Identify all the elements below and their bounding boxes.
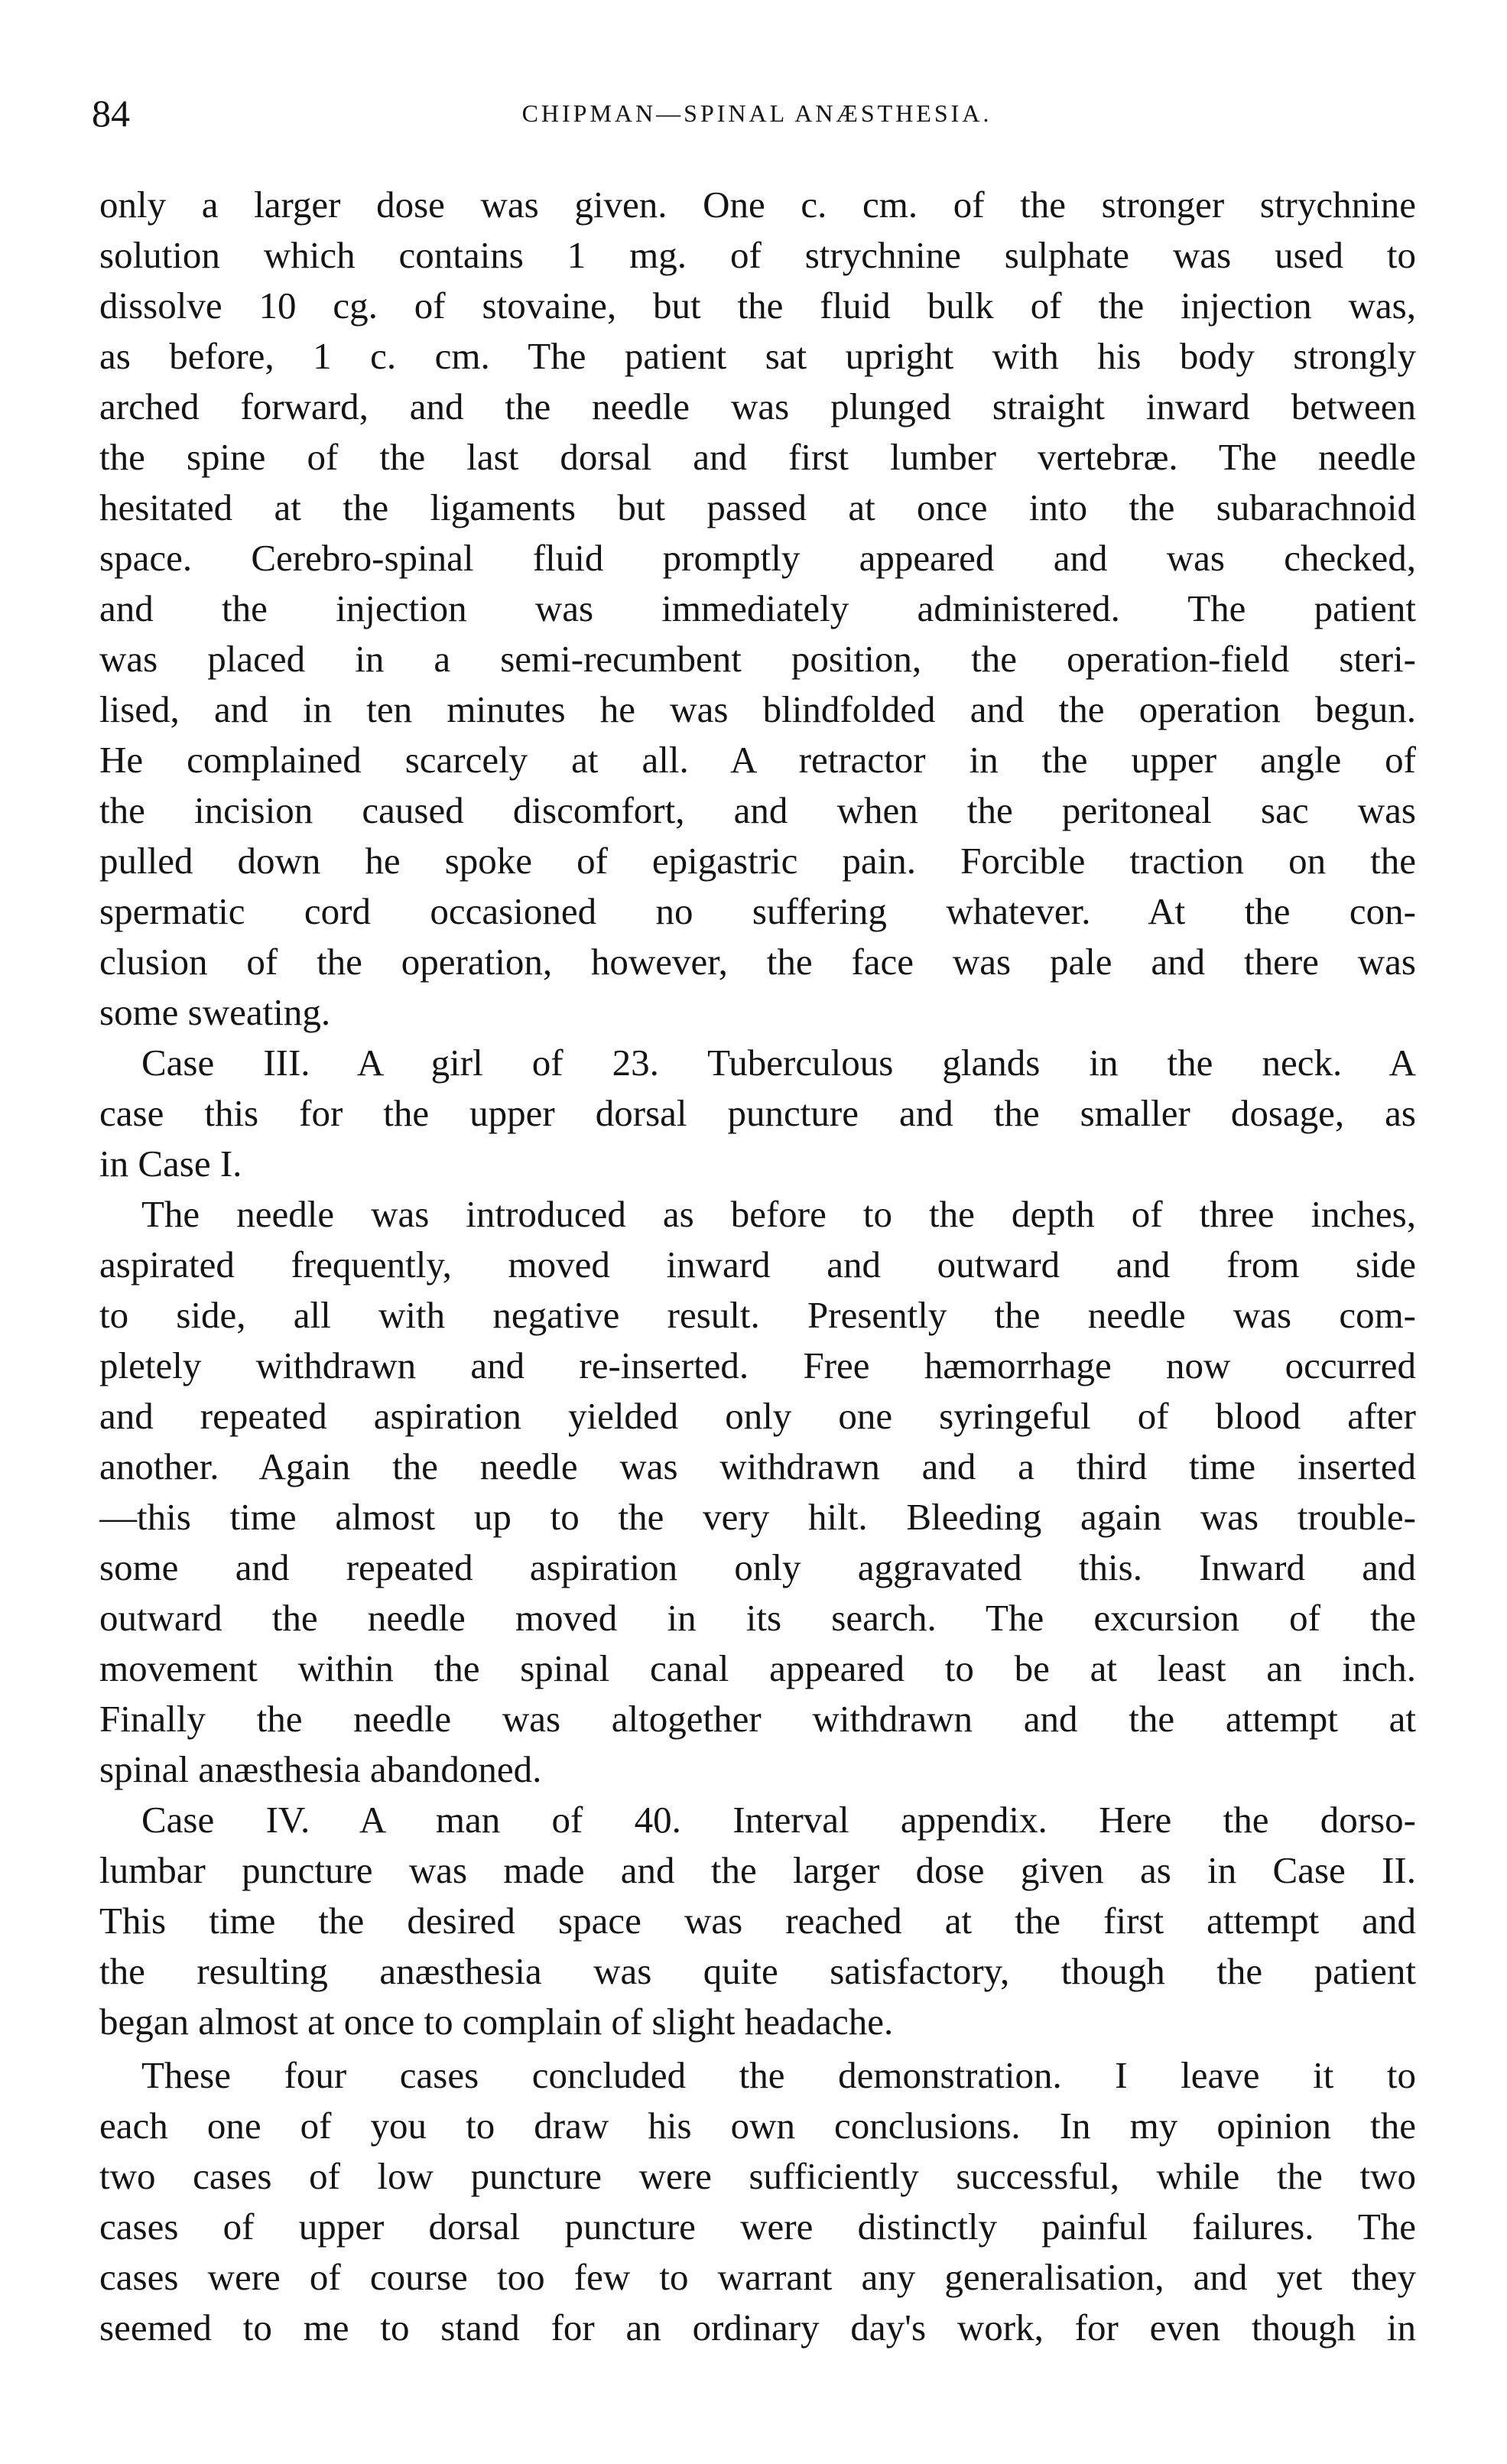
paragraph [99,1795,1416,2047]
text-line: aspirated frequently, moved inward and outward and from side [99,1243,1416,1286]
text-line: movement within the spinal canal appeared to be at least an inch. [99,1647,1416,1689]
text-line: Finally the needle was altogether withdrawn and the attempt at [99,1698,1416,1740]
text-line: each one of you to draw his own conclusions. In my opinion the [99,2105,1416,2147]
text-line: began almost at once to complain of slight headache. [99,2001,894,2043]
text-line: the resulting anæsthesia was quite satisfactory, though the patient [99,1950,1416,1992]
text-line: solution which contains 1 mg. of strychnine sulphate was used to [99,234,1416,276]
text-line: in Case I. [99,1143,242,1185]
text-line: lumbar puncture was made and the larger dose given as in Case II. [99,1849,1416,1891]
text-line: This time the desired space was reached at the first attempt and [99,1900,1416,1942]
text-line: lised, and in ten minutes he was blindfolded and the operation begun. [99,688,1416,730]
text-line: These four cases concluded the demonstration. I leave it to [141,2054,1416,2096]
text-line: to side, all with negative result. Presently the needle was com- [99,1294,1416,1336]
text-line: cases of upper dorsal puncture were distinctly painful failures. The [99,2206,1416,2248]
paragraph [99,2050,1416,2353]
text-line: arched forward, and the needle was plunged straight inward between [99,385,1416,427]
text-line: He complained scarcely at all. A retractor in the upper angle of [99,739,1416,781]
text-line: dissolve 10 cg. of stovaine, but the fluid bulk of the injection was, [99,284,1416,327]
text-line: the spine of the last dorsal and first lumber vertebræ. The needle [99,436,1416,478]
text-line: two cases of low puncture were sufficiently successful, while the two [99,2155,1416,2197]
text-line: spinal anæsthesia abandoned. [99,1748,542,1790]
text-line: as before, 1 c. cm. The patient sat upright with his body strongly [99,335,1416,377]
text-line: case this for the upper dorsal puncture and the smaller dosage, as [99,1092,1416,1134]
text-line: The needle was introduced as before to the depth of three inches, [141,1193,1416,1235]
text-line: another. Again the needle was withdrawn and a third time inserted [99,1445,1416,1487]
paragraph [99,1038,1416,1189]
text-line: some sweating. [99,991,331,1033]
body-text [99,180,1416,2353]
text-line: some and repeated aspiration only aggravated this. Inward and [99,1546,1416,1588]
text-line: space. Cerebro-spinal fluid promptly appeared and was checked, [99,537,1416,579]
paragraph [99,1189,1416,1795]
text-line: only a larger dose was given. One c. cm. of the stronger strychnine [99,184,1416,226]
text-line: Case IV. A man of 40. Interval appendix. Here the dorso- [141,1799,1416,1841]
text-line: was placed in a semi-recumbent position, the operation-field steri- [99,638,1416,680]
text-line: —this time almost up to the very hilt. Bleeding again was trouble- [99,1496,1416,1538]
text-line: cases were of course too few to warrant any generalisation, and yet they [99,2256,1416,2298]
text-line: outward the needle moved in its search. The excursion of the [99,1597,1416,1639]
text-line: spermatic cord occasioned no suffering whatever. At the con- [99,890,1416,932]
running-head [92,90,1422,144]
text-line: pulled down he spoke of epigastric pain. Forcible traction on the [99,840,1416,882]
text-line: and repeated aspiration yielded only one syringeful of blood after [99,1395,1416,1437]
text-line: the incision caused discomfort, and when the peritoneal sac was [99,789,1416,831]
text-line: and the injection was immediately administered. The patient [99,587,1416,629]
page-number: 84 [92,92,130,135]
text-line: Case III. A girl of 23. Tuberculous glands in the neck. A [141,1042,1416,1084]
text-line: pletely withdrawn and re-inserted. Free hæmorrhage now occurred [99,1344,1416,1386]
text-line: clusion of the operation, however, the face was pale and there was [99,941,1416,983]
text-line: hesitated at the ligaments but passed at once into the subarachnoid [99,486,1416,528]
text-line: seemed to me to stand for an ordinary day's work, for even though in [99,2306,1416,2349]
running-title: CHIPMAN—SPINAL ANÆSTHESIA. [521,99,992,127]
paragraph [99,180,1416,1038]
